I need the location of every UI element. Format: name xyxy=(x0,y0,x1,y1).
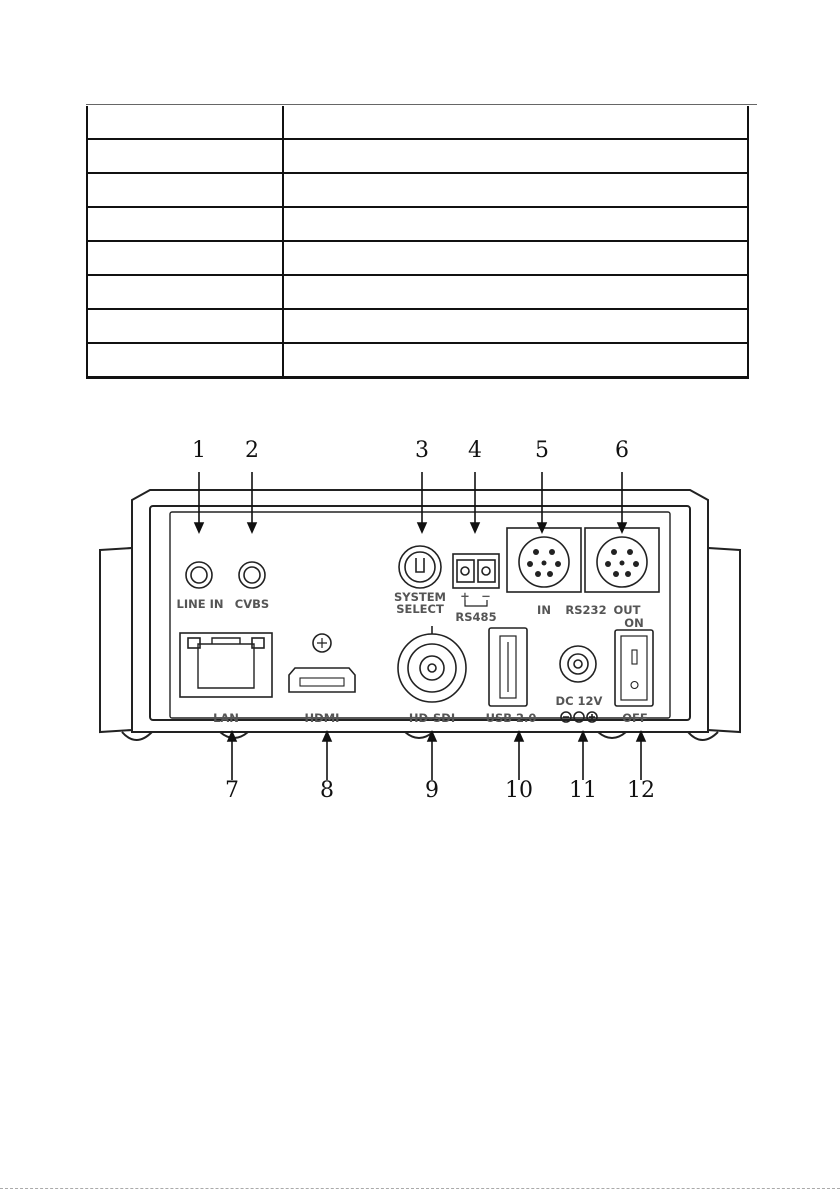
callout-9: 9 xyxy=(425,778,439,803)
top-rule xyxy=(86,104,757,105)
table-row xyxy=(87,173,748,207)
right-side-wing xyxy=(708,548,740,732)
callout-1: 1 xyxy=(192,438,206,463)
system-label: SYSTEM xyxy=(393,590,447,604)
left-side-wing xyxy=(100,548,132,732)
table-cell xyxy=(283,309,748,343)
callout-4: 4 xyxy=(468,438,482,463)
table-row xyxy=(87,309,748,343)
in-label: IN xyxy=(537,603,551,617)
table-cell xyxy=(87,106,283,139)
table-cell xyxy=(283,139,748,173)
foot-right xyxy=(688,732,718,740)
table-row xyxy=(87,106,748,139)
off-label: OFF xyxy=(622,711,648,725)
table-cell xyxy=(283,106,748,139)
table-cell xyxy=(283,173,748,207)
table-cell xyxy=(283,207,748,241)
callout-12: 12 xyxy=(627,778,655,803)
callout-5: 5 xyxy=(535,438,549,463)
table-row xyxy=(87,241,748,275)
table-cell xyxy=(87,309,283,343)
table-cell xyxy=(283,275,748,309)
table-cell xyxy=(87,343,283,378)
rs232-label: RS232 xyxy=(565,603,607,617)
callout-11: 11 xyxy=(569,778,597,803)
dc-label: DC 12V xyxy=(555,694,603,708)
callout-6: 6 xyxy=(615,438,629,463)
table-row xyxy=(87,275,748,309)
table-row xyxy=(87,343,748,378)
callout-2: 2 xyxy=(245,438,259,463)
table-cell xyxy=(87,139,283,173)
select-label: SELECT xyxy=(396,602,444,616)
crop-line xyxy=(0,1188,840,1189)
callout-8: 8 xyxy=(320,778,334,803)
table-cell xyxy=(87,241,283,275)
on-label: ON xyxy=(624,616,644,630)
spec-table xyxy=(86,106,749,379)
hd-sdi-label: HD-SDI xyxy=(408,711,456,725)
table-cell xyxy=(87,173,283,207)
callout-3: 3 xyxy=(415,438,429,463)
rs485-plus-label: + xyxy=(460,589,470,603)
table-cell xyxy=(87,207,283,241)
table-row xyxy=(87,207,748,241)
usb-label: USB 2.0 xyxy=(485,711,537,725)
hdmi-label: HDMI xyxy=(304,711,340,725)
rear-panel-figure xyxy=(0,430,840,810)
table-cell xyxy=(283,343,748,378)
cvbs-label: CVBS xyxy=(234,597,270,611)
line-in-label: LINE IN xyxy=(176,597,224,611)
rear-panel-drawing xyxy=(0,430,840,810)
rs485-label: RS485 xyxy=(455,610,497,624)
foot-left xyxy=(122,732,152,740)
lan-label: LAN xyxy=(213,711,239,725)
out-label: OUT xyxy=(613,603,641,617)
callout-7: 7 xyxy=(225,778,239,803)
table-cell xyxy=(87,275,283,309)
rs485-minus-label: − xyxy=(481,589,491,603)
table-cell xyxy=(283,241,748,275)
callout-10: 10 xyxy=(505,778,533,803)
table-row xyxy=(87,139,748,173)
